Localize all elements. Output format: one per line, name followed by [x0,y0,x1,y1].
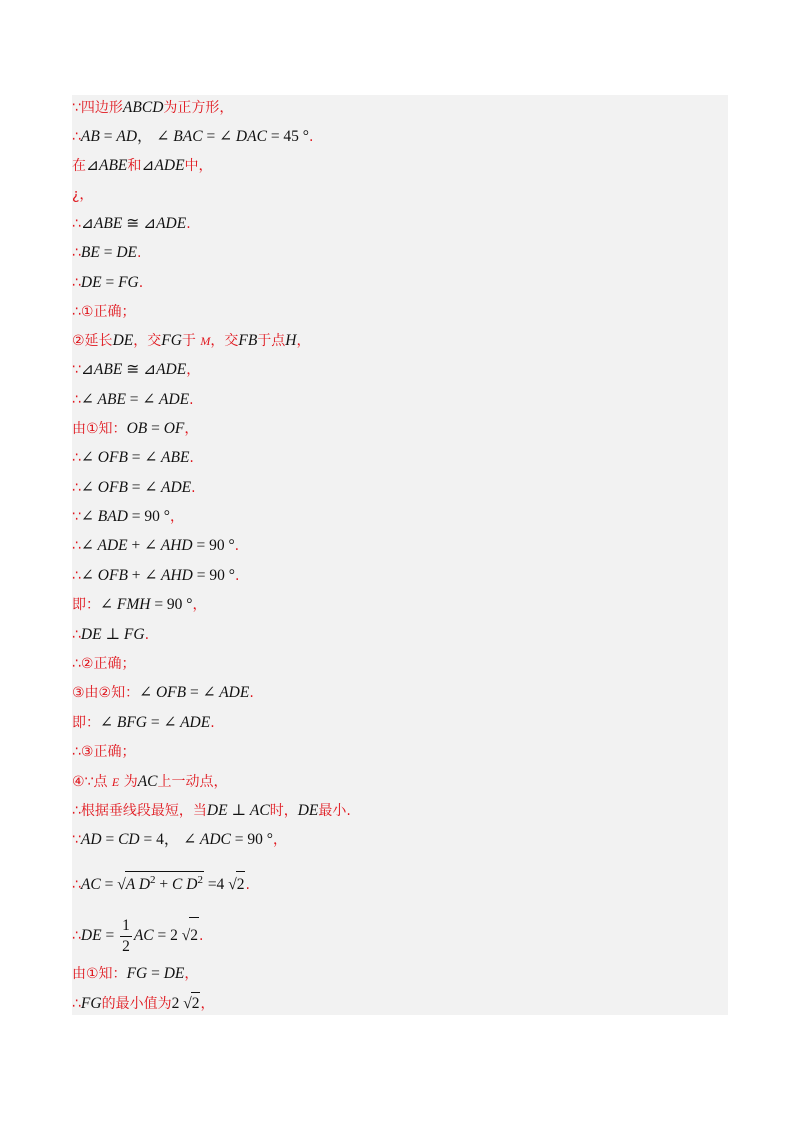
math: AD [80,831,102,848]
therefore-symbol: ∴ [72,392,81,408]
math: FG [123,626,145,643]
math: ∠ OFB [80,449,128,466]
text: 于 [181,333,201,349]
text: 时， [269,803,298,819]
solution-line-20 [72,653,135,675]
because-symbol: ∵ [72,100,81,116]
math: = 90 ° [150,596,193,613]
math: ∠ OFB [80,567,128,584]
math: AB [80,128,100,145]
radicand [125,871,204,899]
math: ABCD [122,99,164,116]
text: ， [296,333,311,349]
period: . [234,568,240,584]
period: . [138,275,144,291]
solution-line-5 [72,213,191,235]
solution-line-4 [72,184,93,206]
math: AC [249,802,270,819]
math: FG [126,965,148,982]
math: ∠ AHD [144,567,193,584]
solution-line-15 [72,506,184,528]
triangle-symbol: ⊿ [80,361,94,378]
math: ABE [93,215,123,232]
math: = 2 [153,927,182,944]
text: 四边形 [80,100,123,116]
congruent-symbol: ≅ [122,361,144,378]
solution-line-8 [72,301,135,323]
math: = 90 ° [192,567,235,584]
triangle-symbol: ⊿ [86,157,99,174]
math: + [127,537,145,554]
math: ∠ ADE [202,684,250,701]
math: = [125,391,143,408]
text: 的最小值为 [101,996,172,1012]
math: = 45 ° [266,128,310,145]
therefore-symbol: ∴ [72,627,81,643]
math: ， [137,128,157,145]
math: ∠ ADE [144,479,192,496]
solution-line-24 [72,771,228,793]
text: ④∵点 [72,774,112,790]
therefore-symbol: ∴ [72,996,81,1012]
math: = [127,479,145,496]
perpendicular-symbol: ⊥ [227,802,250,819]
period: . [137,245,142,261]
period: . [245,877,250,893]
solution-line-17 [72,565,239,587]
math: = 90 ° [127,508,170,525]
text: ，交 [210,333,239,349]
solution-line-21 [72,682,254,704]
radical-sign: √ [181,927,191,944]
math: = [99,128,117,145]
solution-line-2 [72,126,313,148]
math: BE [80,244,100,261]
math: ADE [154,157,185,174]
text: ， [184,421,199,437]
math: = 90 ° [230,831,273,848]
text: ， [186,362,201,378]
text: 为 [119,774,138,790]
superscript: 2 [150,874,156,886]
period: . [144,627,150,643]
period: . [191,480,196,496]
radicand: 2 [236,871,246,898]
math: AC [137,773,158,790]
text: ， [170,509,184,525]
congruent-symbol: ≅ [122,215,144,232]
solution-line-14 [72,477,196,499]
math: = [147,420,164,437]
math: = [147,714,164,731]
therefore-symbol: ∴ [72,450,81,466]
text: 即： [72,715,100,731]
math: OB [126,420,148,437]
math: DE [297,802,319,819]
math: ∠ ADE [163,714,211,731]
math: ∠ ADE [142,391,190,408]
math: ABE [99,157,128,174]
therefore-symbol: ∴ [72,275,81,291]
math: =4 [203,876,229,893]
text: ②延长 [72,333,113,349]
math: ∠ OFB [139,684,187,701]
text: ， [272,832,287,848]
math: + [127,567,145,584]
solution-line-19 [72,624,149,646]
period: . [189,450,194,466]
math: = [99,244,117,261]
text: 为正方形， [163,100,234,116]
math: DE [112,332,134,349]
math: ADE [156,215,187,232]
math: AD [116,128,138,145]
math: = [147,965,164,982]
text: ， [184,966,199,982]
text: 和 [127,158,142,174]
solution-line-26 [72,829,287,851]
therefore-symbol: ∴ [72,480,81,496]
triangle-symbol: ⊿ [143,361,157,378]
text: ， [200,996,215,1012]
math: ∠ BAD [80,508,128,525]
math: ∠ BFG [100,714,147,731]
math: ABE [93,361,123,378]
solution-line-23 [72,741,135,763]
solution-line-6 [72,242,141,264]
because-symbol: ∵ [72,362,81,378]
triangle-symbol: ⊿ [143,215,157,232]
math: DE [80,626,102,643]
text: 由①知： [72,421,127,437]
math: ∠ BAC [156,128,203,145]
therefore-symbol: ∴ [72,877,81,893]
math: + [155,876,173,893]
text: ∴③正确； [72,744,136,760]
because-symbol: ∵ [72,509,81,525]
period: . [210,715,215,731]
math: FG [80,995,102,1012]
math: ∠ ABE [80,391,126,408]
math: DE [206,802,228,819]
math: M [200,334,211,348]
period: . [189,392,194,408]
text: ，交 [133,333,162,349]
radical-sign: √ [183,995,192,1012]
therefore-symbol: ∴ [72,216,81,232]
text: 由①知： [72,966,127,982]
solution-line-7 [72,272,143,294]
text: 上一动点， [157,774,228,790]
text: 在 [72,158,86,174]
perpendicular-symbol: ⊥ [101,626,124,643]
math: A D [125,876,151,893]
solution-line-10 [72,359,200,381]
triangle-symbol: ⊿ [80,215,94,232]
period: . [186,216,191,232]
math: = [101,927,119,944]
math: DE [116,244,138,261]
denominator: 2 [122,937,130,955]
period: . [249,685,254,701]
numerator: 1 [120,918,132,937]
text: ， [192,597,207,613]
solution-line-16 [72,535,239,557]
math: AC [133,927,154,944]
text: 中， [184,158,213,174]
superscript: 2 [197,874,203,886]
text: ∴根据垂线段最短，当 [72,803,207,819]
therefore-symbol: ∴ [72,928,81,944]
solution-line-18 [72,594,207,616]
math: FG [118,274,139,291]
text: 最小. [318,803,351,819]
therefore-symbol: ∴ [72,129,81,145]
period: . [309,129,314,145]
text: ③由②知： [72,685,140,701]
text: ∴②正确； [72,656,136,672]
math: ∠ ADE [80,537,128,554]
radical-sign: √ [117,876,126,893]
math: 2 [171,995,184,1012]
math: = [202,128,220,145]
solution-line-12 [72,418,198,440]
solution-line-22 [72,712,215,734]
math: = 90 ° [192,537,235,554]
solution-line-27 [72,871,250,897]
text: 即： [72,597,100,613]
period: . [234,538,240,554]
text: ¿， [72,187,94,203]
radicand: 2 [191,992,201,1015]
math: = [101,274,119,291]
math: AC [80,876,101,893]
therefore-symbol: ∴ [72,538,81,554]
math: = [186,684,203,701]
math: ∠ OFB [80,479,128,496]
solution-line-1 [72,97,233,119]
math: ∠ AHD [144,537,193,554]
therefore-symbol: ∴ [72,245,81,261]
because-symbol: ∵ [72,832,81,848]
math: E [111,775,120,789]
math: = [101,831,119,848]
math: DE [80,927,102,944]
math: = [100,876,118,893]
period: . [199,928,204,944]
math: ， [163,831,184,848]
solution-line-30 [72,992,214,1014]
triangle-symbol: ⊿ [141,157,155,174]
solution-line-9 [72,330,311,352]
solution-line-25 [72,800,351,822]
math: = 4 [139,831,164,848]
solution-line-28 [72,917,204,953]
solution-panel [72,95,728,1015]
math: ∠ DAC [219,128,267,145]
text: 于点 [257,333,286,349]
math: = [127,449,145,466]
solution-line-3 [72,155,213,177]
math: OF [163,420,185,437]
solution-line-11 [72,389,194,411]
math: ∠ ABE [144,449,190,466]
math: FG [161,332,182,349]
math: DE [80,274,102,291]
math: C D [172,876,198,893]
therefore-symbol: ∴ [72,568,81,584]
math: ADE [156,361,187,378]
text: ∴①正确； [72,304,136,320]
math: H [285,332,297,349]
math: DE [163,965,185,982]
math: ∠ ADC [183,831,231,848]
solution-line-29 [72,963,198,985]
radicand: 2 [189,917,199,954]
radical-sign: √ [228,876,237,893]
math: FB [238,332,258,349]
solution-line-13 [72,447,194,469]
math: ∠ FMH [100,596,151,613]
fraction [120,918,132,954]
math: CD [118,831,140,848]
